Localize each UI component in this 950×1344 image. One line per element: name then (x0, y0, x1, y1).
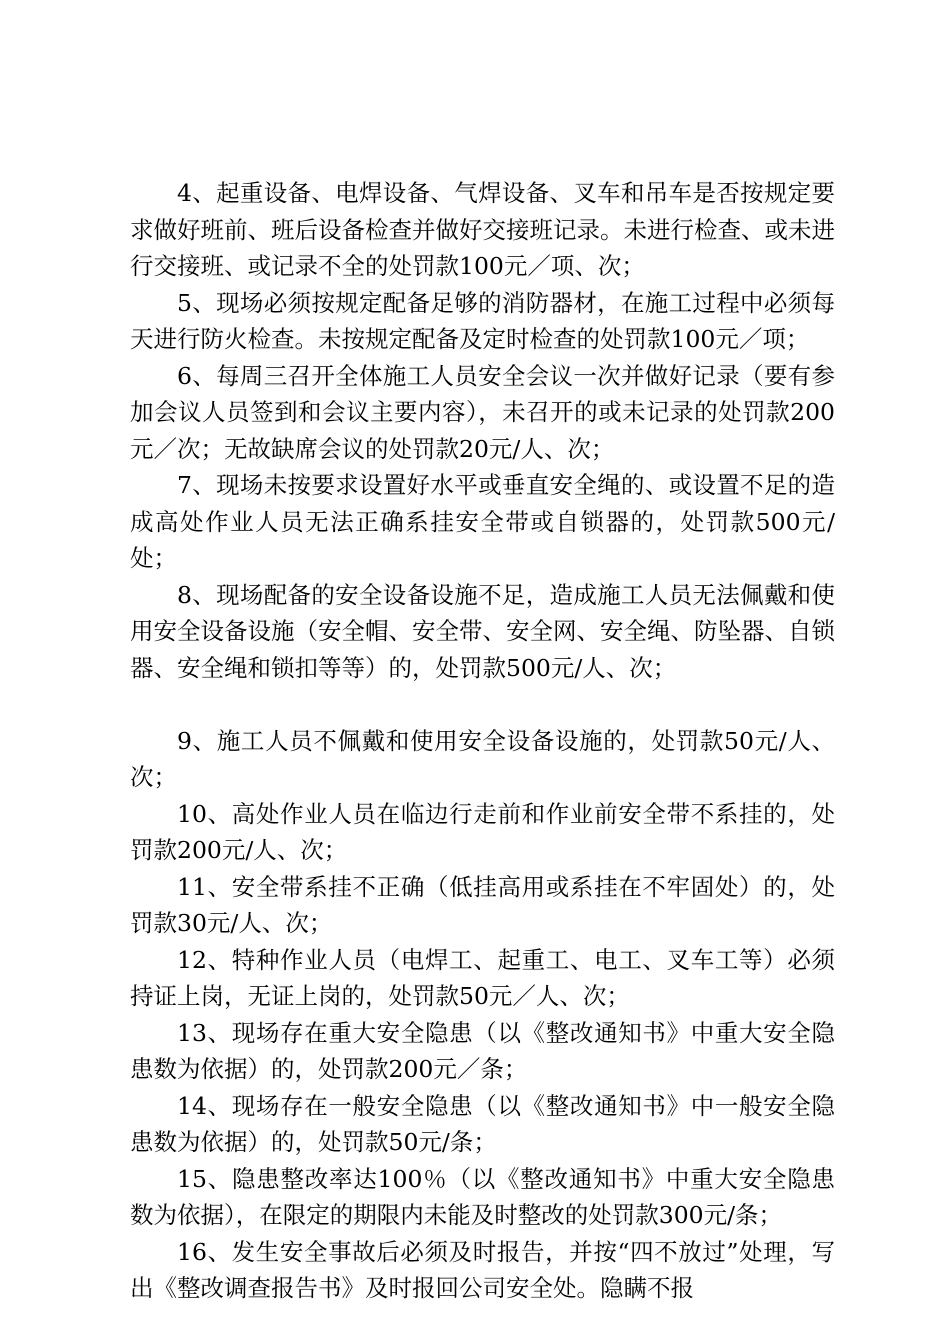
paragraph-item-10: 10、高处作业人员在临边行走前和作业前安全带不系挂的，处罚款200元/人、次； (130, 799, 835, 864)
paragraph-item-7: 7、现场未按要求设置好水平或垂直安全绳的、或设置不足的造成高处作业人员无法正确系挂安全带或自锁器的，处罚款500元/处； (130, 471, 835, 572)
paragraph-item-4: 4、起重设备、电焊设备、气焊设备、叉车和吊车是否按规定要求做好班前、班后设备检查并做好交接班记录。未进行检查、或未进行交接班、或记录不全的处罚款100元／项、次； (130, 179, 835, 280)
paragraph-item-13: 13、现场存在重大安全隐患（以《整改通知书》中重大安全隐患数为依据）的，处罚款200元／条； (130, 1018, 835, 1083)
paragraph-item-5: 5、现场必须按规定配备足够的消防器材，在施工过程中必须每天进行防火检查。未按规定配备及定时检查的处罚款100元／项； (130, 288, 835, 353)
paragraph-item-9: 9、施工人员不佩戴和使用安全设备设施的，处罚款50元/人、次； (130, 726, 835, 791)
paragraph-item-8: 8、现场配备的安全设备设施不足，造成施工人员无法佩戴和使用安全设备设施（安全帽、安全带、安全网、安全绳、防坠器、自锁器、安全绳和锁扣等等）的，处罚款500元/人、次； (130, 580, 835, 682)
paragraph-item-14: 14、现场存在一般安全隐患（以《整改通知书》中一般安全隐患数为依据）的，处罚款50元/条； (130, 1091, 835, 1156)
paragraph-item-15: 15、隐患整改率达100％（以《整改通知书》中重大安全隐患数为依据），在限定的期限内未能及时整改的处罚款300元/条； (130, 1164, 835, 1229)
paragraph-gap (130, 686, 835, 723)
paragraph-item-11: 11、安全带系挂不正确（低挂高用或系挂在不牢固处）的，处罚款30元/人、次； (130, 872, 835, 937)
paragraph-item-6: 6、每周三召开全体施工人员安全会议一次并做好记录（要有参加会议人员签到和会议主要内容），未召开的或未记录的处罚款200元／次；无故缺席会议的处罚款20元/人、次； (130, 361, 835, 463)
paragraph-item-16: 16、发生安全事故后必须及时报告，并按“四不放过”处理，写出《整改调查报告书》及时报回公司安全处。隐瞒不报 (130, 1237, 835, 1302)
paragraph-item-12: 12、特种作业人员（电焊工、起重工、电工、叉车工等）必须持证上岗，无证上岗的，处罚款50元／人、次； (130, 945, 835, 1010)
document-page (130, 175, 835, 1307)
